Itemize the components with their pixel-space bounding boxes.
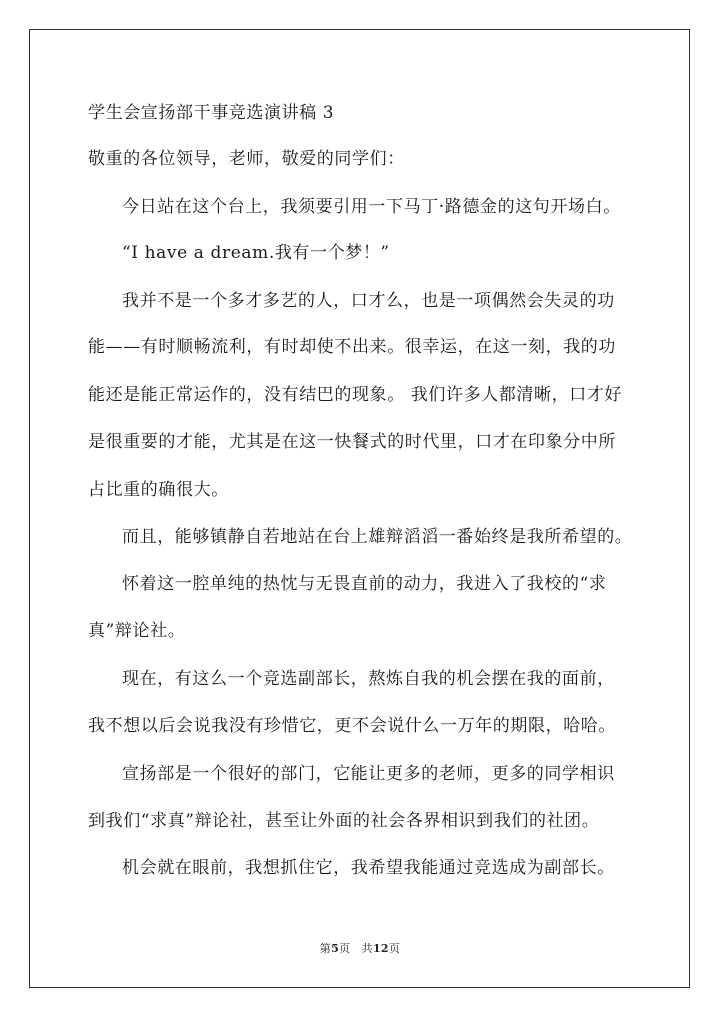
paragraph-line: 占比重的确很大。 bbox=[88, 480, 229, 500]
paragraph-line: 我不想以后会说我没有珍惜它，更不会说什么一万年的期限，哈哈。 bbox=[88, 716, 616, 736]
paragraph-line: 我并不是一个多才多艺的人，口才么，也是一项偶然会失灵的功 bbox=[122, 291, 615, 311]
page-mid-text: 页 共 bbox=[339, 942, 373, 955]
paragraph-line: 能还是能正常运作的，没有结巴的现象。 我们许多人都清晰，口才好 bbox=[88, 385, 623, 405]
paragraph-line: “I have a dream.我有一个梦！” bbox=[122, 243, 390, 263]
paragraph-line: 现在，有这么一个竞选副部长，熬炼自我的机会摆在我的面前， bbox=[122, 669, 615, 689]
page-total-number: 12 bbox=[372, 942, 389, 955]
salutation-line: 敬重的各位领导，老师，敬爱的同学们： bbox=[88, 149, 405, 169]
paragraph-line: 能——有时顺畅流利，有时却使不出来。很幸运，在这一刻，我的功 bbox=[88, 337, 616, 357]
page-suffix: 页 bbox=[388, 942, 401, 955]
page-prefix: 第 bbox=[319, 942, 332, 955]
paragraph-line: 怀着这一腔单纯的热忱与无畏直前的动力，我进入了我校的“求 bbox=[122, 574, 607, 594]
paragraph-line: 今日站在这个台上，我须要引用一下马丁·路德金的这句开场白。 bbox=[122, 197, 621, 217]
paragraph-line: 是很重要的才能，尤其是在这一快餐式的时代里，口才在印象分中所 bbox=[88, 432, 616, 452]
document-title: 学生会宣扬部干事竞选演讲稿 3 bbox=[88, 103, 335, 123]
page-border bbox=[29, 29, 690, 988]
page-footer bbox=[0, 942, 720, 956]
paragraph-line: 宣扬部是一个很好的部门，它能让更多的老师，更多的同学相识 bbox=[122, 764, 615, 784]
page-current-number: 5 bbox=[331, 942, 340, 955]
paragraph-line: 而且，能够镇静自若地站在台上雄辩滔滔一番始终是我所希望的。 bbox=[122, 527, 633, 547]
paragraph-line: 机会就在眼前，我想抓住它，我希望我能通过竞选成为副部长。 bbox=[122, 858, 615, 878]
paragraph-line: 到我们“求真”辩论社，甚至让外面的社会各界相识到我们的社团。 bbox=[88, 811, 600, 831]
paragraph-line: 真”辩论社。 bbox=[88, 621, 186, 641]
